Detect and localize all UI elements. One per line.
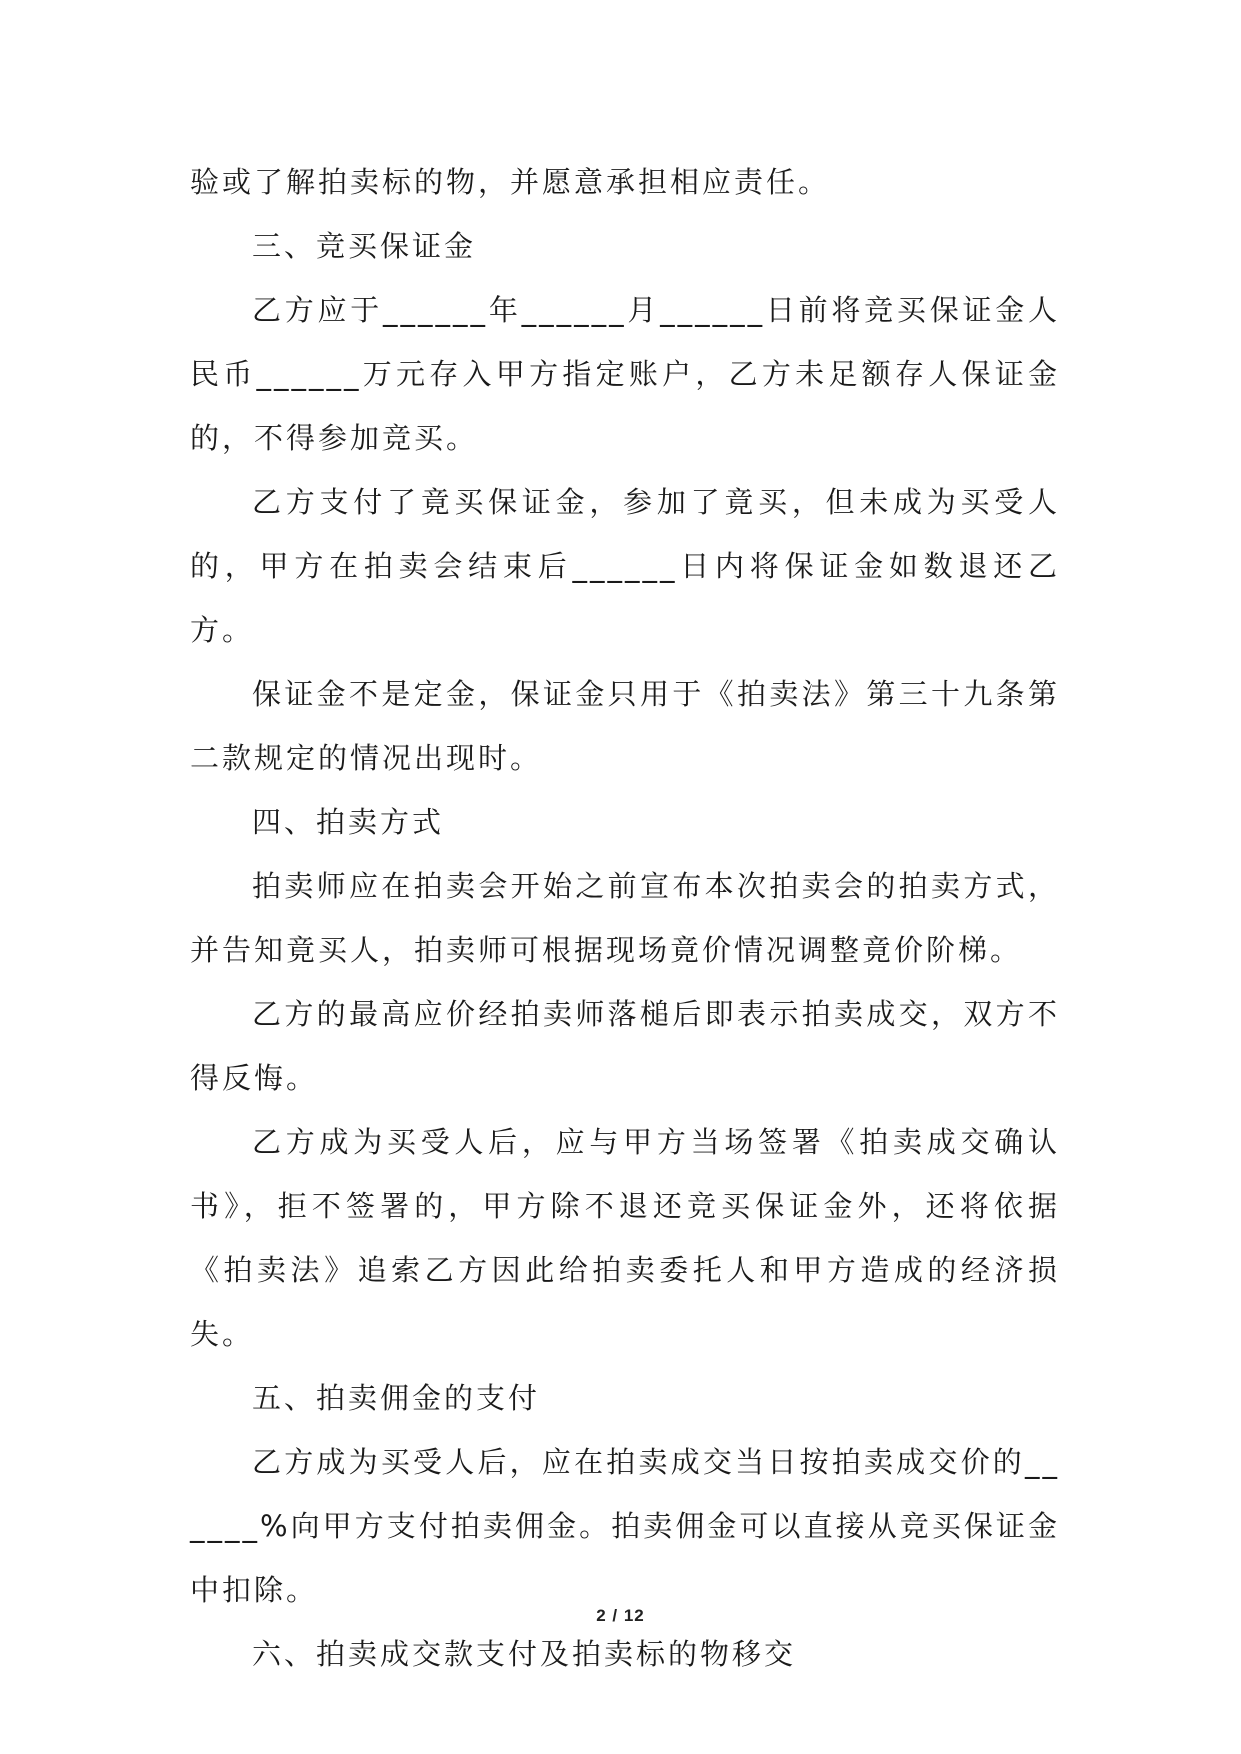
paragraph-confirmation: 乙方成为买受人后，应与甲方当场签署《拍卖成交确认书》，拒不签署的，甲方除不退还竞买保证金外，还将依据《拍卖法》追索乙方因此给拍卖委托人和甲方造成的经济损失。 [190, 1125, 1060, 1351]
section-heading-3: 三、竞买保证金 [252, 229, 477, 263]
section-heading-5: 五、拍卖佣金的支付 [252, 1381, 541, 1415]
section-heading-4: 四、拍卖方式 [252, 805, 445, 839]
paragraph-1: 验或了解拍卖标的物，并愿意承担相应责任。 [190, 165, 831, 199]
paragraph-auction-method: 拍卖师应在拍卖会开始之前宣布本次拍卖会的拍卖方式，并告知竟买人，拍卖师可根据现场竟价情况调整竟价阶梯。 [190, 869, 1060, 967]
paragraph-deposit-nature: 保证金不是定金，保证金只用于《拍卖法》第三十九条第二款规定的情况出现时。 [190, 677, 1060, 775]
paragraph-deposit-deadline: 乙方应于______年______月______日前将竞买保证金人民币______万元存入甲方指定账户，乙方未足额存人保证金的，不得参加竞买。 [190, 293, 1060, 455]
section-heading-6: 六、拍卖成交款支付及拍卖标的物移交 [252, 1637, 797, 1671]
paragraph-deposit-refund: 乙方支付了竟买保证金，参加了竟买，但未成为买受人的，甲方在拍卖会结束后______日内将保证金如数退还乙方。 [190, 485, 1060, 647]
paragraph-hammer-deal: 乙方的最高应价经拍卖师落槌后即表示拍卖成交，双方不得反悔。 [190, 997, 1060, 1095]
paragraph-commission: 乙方成为买受人后，应在拍卖成交当日按拍卖成交价的______%向甲方支付拍卖佣金。拍卖佣金可以直接从竞买保证金中扣除。 [190, 1445, 1060, 1607]
document-body [190, 150, 1060, 1686]
page-number: 2 / 12 [596, 1606, 645, 1625]
